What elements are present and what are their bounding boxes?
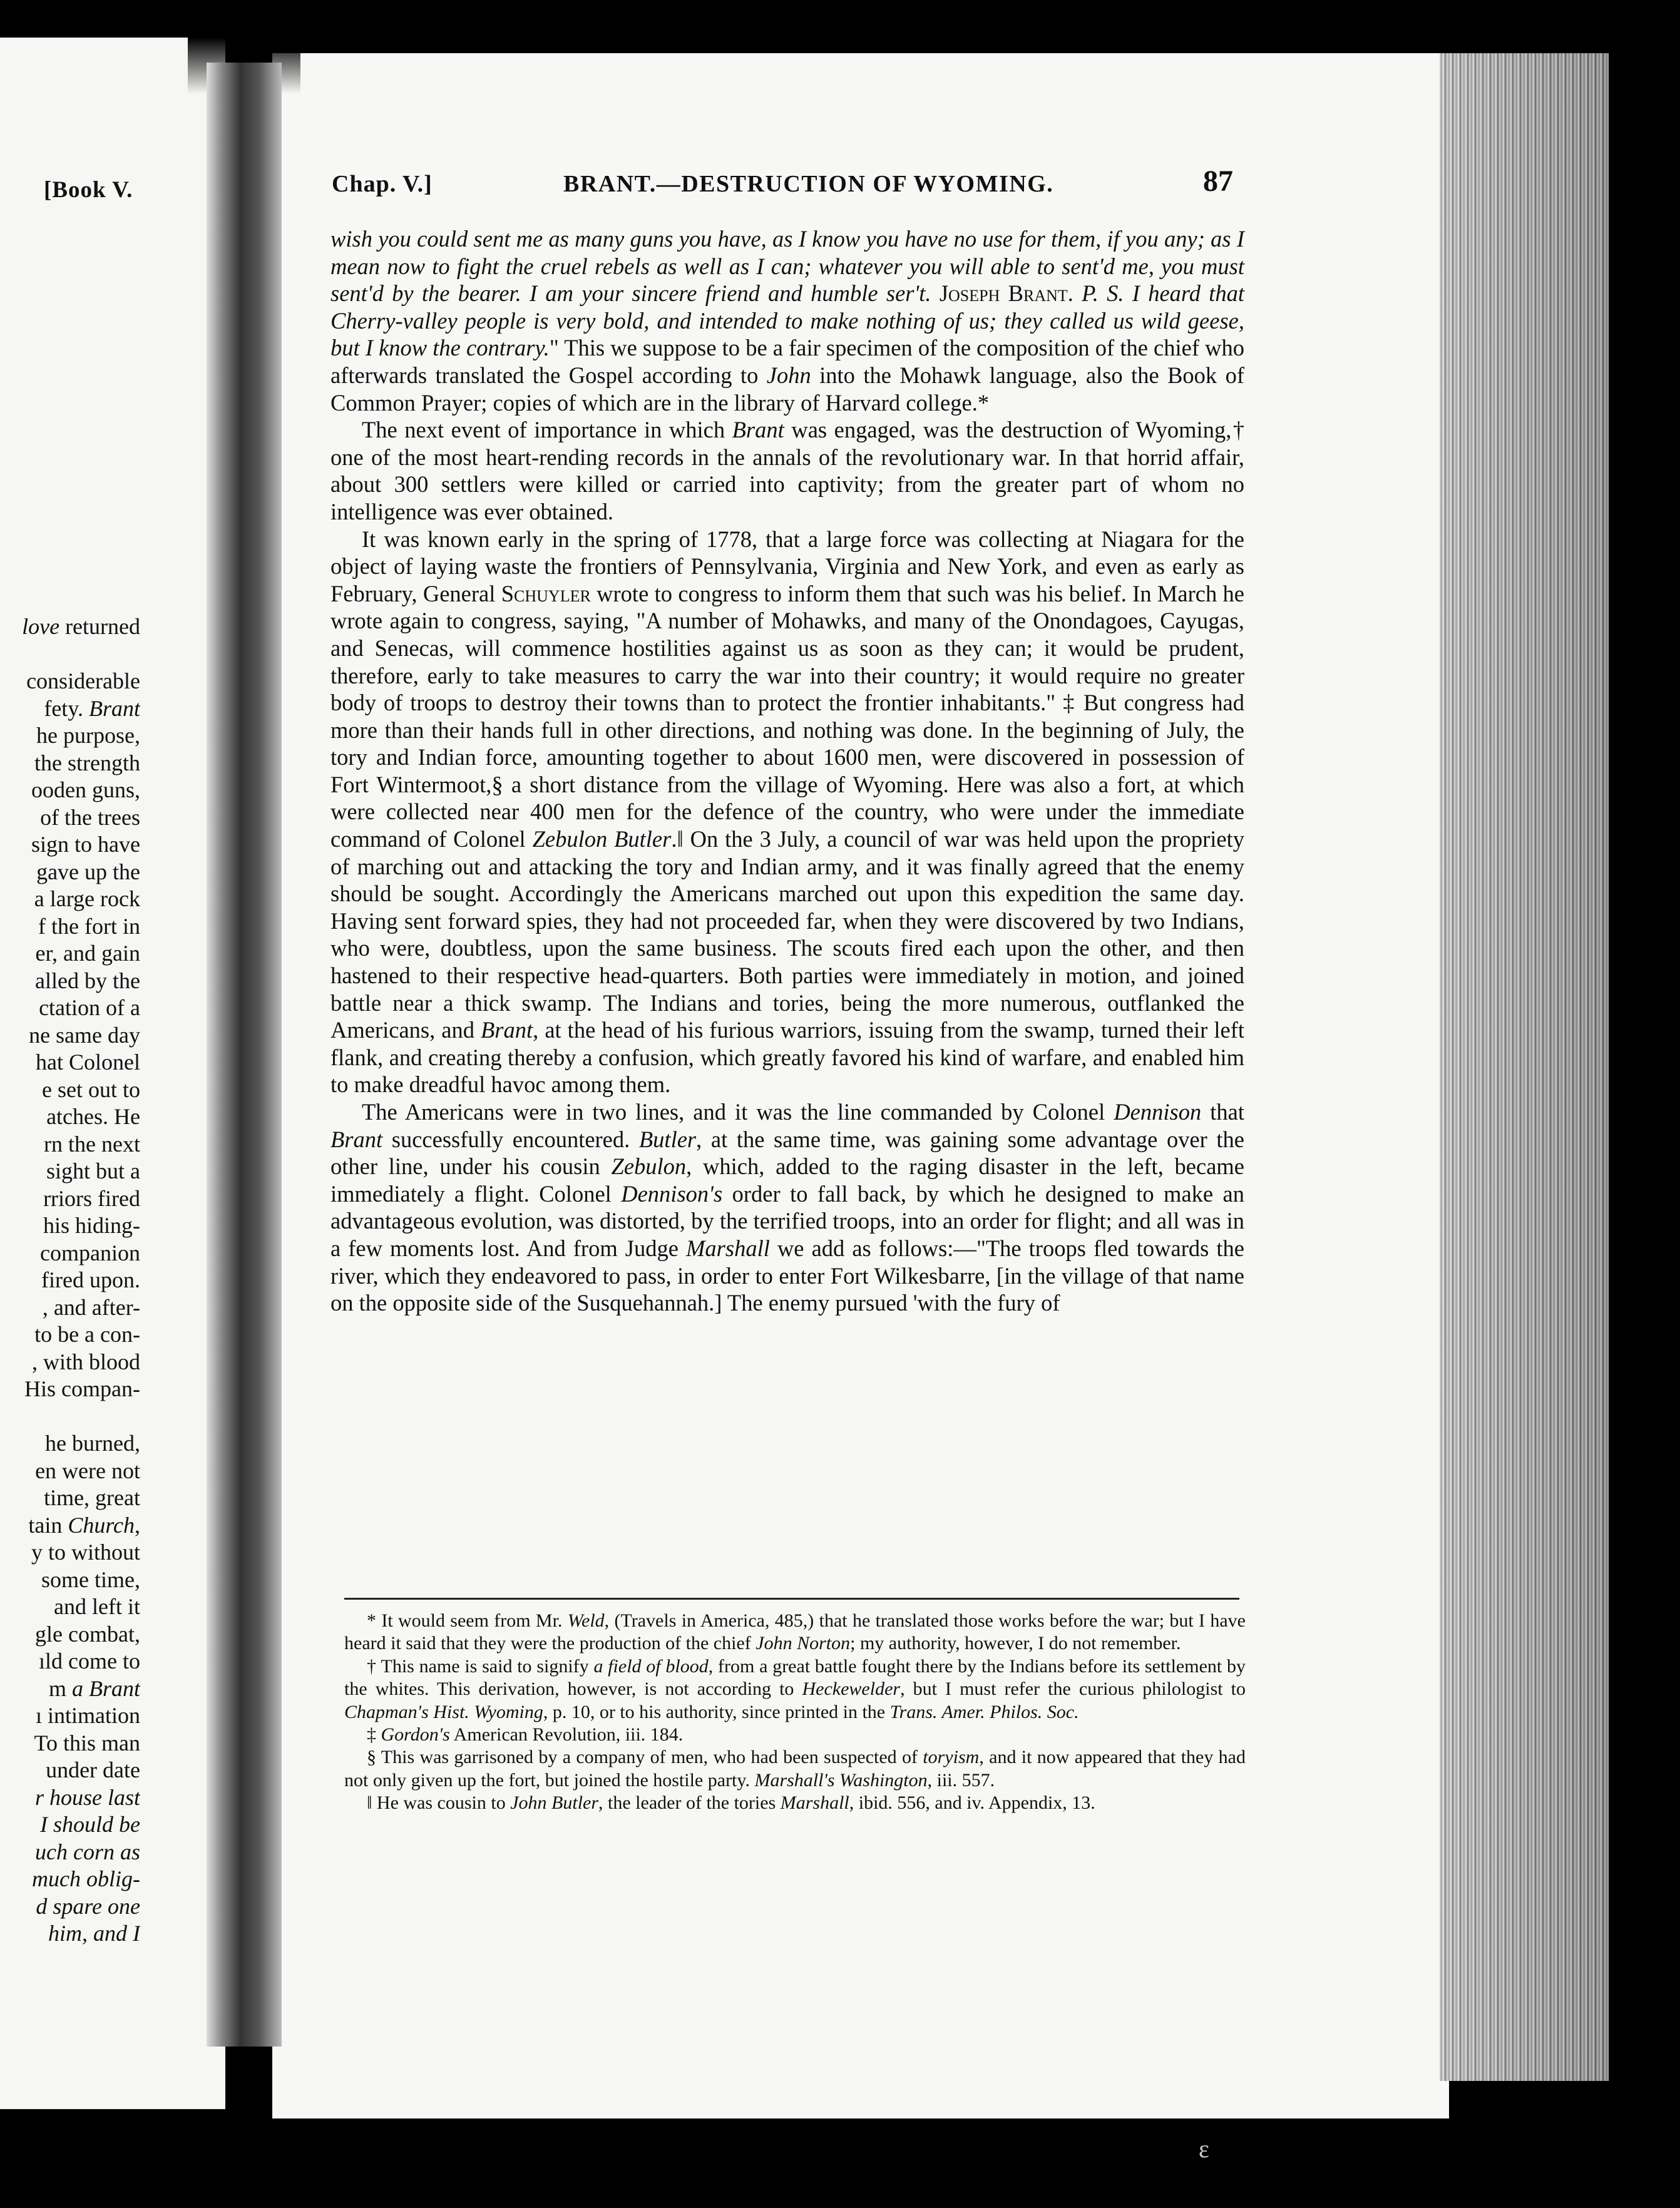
running-header <box>332 165 1252 202</box>
footnote: * It would seem from Mr. Weld, (Travels in America, 485,) that he translated those works before the war; but I have heard it said that they were the production of the chief John Norton; my authority, however, I do not remember. <box>344 1610 1246 1654</box>
left-page-line: rriors fired <box>43 1185 140 1211</box>
body-paragraph: The Americans were in two lines, and it was the line commanded by Colonel Dennison that Brant successfully encountered. Butler, at the same time, was gaining some advantage over the other line, under his cousin Zebulon, which, added to the raging disaster in the left, became immediately a flight. Colonel Dennison's order to fall back, by which he designed to make an advantageous evolution, was distorted, by the terrified troops, into an order for flight; and all was in a few moments lost. And from Judge Marshall we add as follows:—"The troops fled towards the river, which they endeavored to pass, in order to enter Fort Wilkesbarre, [in the village of that name on the opposite side of the Susquehannah.] The enemy pursued 'with the fury of <box>330 1099 1245 1316</box>
left-page-line: tain Church, <box>28 1512 140 1538</box>
running-title: BRANT.—DESTRUCTION OF WYOMING. <box>563 171 1054 197</box>
footnote: † This name is said to signify a field of blood, from a great battle fought there by the Indians before its settlement by the whites. This derivation, however, is not according to Heckewelder, but I must refer the curious philologist to Chapman's Hist. Wyoming, p. 10, or to his authority, since printed in the Trans. Amer. Philos. Soc. <box>344 1655 1246 1722</box>
left-page-line: time, great <box>44 1485 140 1510</box>
left-page-line: him, and I <box>48 1921 140 1946</box>
left-page-line: alled by the <box>35 968 140 993</box>
left-page-line <box>0 641 140 668</box>
left-page-line: ı intimation <box>36 1703 140 1728</box>
page-edges-shade <box>1440 53 1609 2081</box>
left-page-line: sign to have <box>31 832 140 857</box>
left-page-line: m a Brant <box>48 1675 140 1701</box>
left-page-line: e set out to <box>42 1076 140 1102</box>
body-paragraph: wish you could sent me as many guns you have, as I know you have no use for them, if you any; as I mean now to fight the cruel rebels as well as I can; whatever you will able to sent'd me, you must sent'd by the bearer. I am your sincere friend and humble ser't. Joseph Brant. P. S. I heard that Cherry-valley people is very bold, and intended to make nothing of us; they called us wild geese, but I know the contrary." This we suppose to be a fair specimen of the composition of the chief who afterwards translated the Gospel according to John into the Mohawk language, also the Book of Common Prayer; copies of which are in the library of Harvard college.* <box>330 226 1245 416</box>
body-paragraph: It was known early in the spring of 1778, that a large force was collecting at Niagara for the object of laying waste the frontiers of Pennsylvania, Virginia and New York, and even as early as February, General Schuyler wrote to congress to inform them that such was his belief. In March he wrote again to congress, saying, "A number of Mohawks, and many of the Onondagoes, Cayugas, and Senecas, will commence hostilities against us as soon as they can; it would be prudent, therefore, early to take measures to carry the war into their country; it would require no greater body of troops to destroy their towns than to protect the frontier inhabitants." ‡ But congress had more than their hands full in other directions, and nothing was done. In the beginning of July, the tory and Indian force, amounting together to about 1600 men, were discovered in possession of Fort Wintermoot,§ a short distance from the village of Wyoming. Here was also a fort, at which were collected near 400 men for the defence of the country, who were under the immediate command of Colonel Zebulon Butler.‖ On the 3 July, a council of war was held upon the propriety of marching out and attacking the tory and Indian army, and it was finally agreed that the enemy should be sought. Accordingly the Americans marched out upon this expedition the same day. Having sent forward spies, they had not proceeded far, when they were discovered by two Indians, who were, doubtless, upon the same business. The scouts fired each upon the other, and then hastened to their respective head-quarters. Both parties were immediately in motion, and joined battle near a thick swamp. The Indians and tories, being the more numerous, outflanked the Americans, and Brant, at the head of his furious warriors, issuing from the swamp, turned their left flank, and creating thereby a confusion, which greatly favored his kind of warfare, and enabled him to make dreadful havoc among them. <box>330 526 1245 1098</box>
footnote-rule <box>344 1598 1239 1600</box>
left-page-line: er, and gain <box>35 941 140 966</box>
book-gutter <box>207 63 282 2047</box>
left-page-line: ooden guns, <box>31 777 140 802</box>
chapter-label: Chap. V.] <box>332 171 433 197</box>
left-page-line: the strength <box>34 750 140 775</box>
left-page-text-fragments <box>0 613 140 1948</box>
page-number: 87 <box>1203 165 1233 198</box>
left-page-line: and left it <box>54 1594 140 1619</box>
left-page-header: [Book V. <box>44 177 133 203</box>
bottom-mark: ɛ <box>1199 2135 1209 2163</box>
left-page-line: hat Colonel <box>36 1050 140 1075</box>
left-page-line: some time, <box>41 1567 140 1592</box>
left-page-line: gle combat, <box>35 1621 140 1647</box>
left-page-line: his hiding- <box>43 1213 140 1238</box>
left-page-line: much oblig- <box>32 1866 140 1891</box>
footnote: ‖ He was cousin to John Butler, the leader of the tories Marshall, ibid. 556, and iv. Appendix, 13. <box>367 1792 1095 1814</box>
left-page-line: a large rock <box>34 886 140 911</box>
left-page-line: fety. Brant <box>44 695 140 721</box>
left-page-line: y to without <box>31 1540 140 1565</box>
left-page-line <box>0 1403 140 1431</box>
left-page-line: sight but a <box>46 1158 140 1183</box>
footnotes <box>344 1610 1246 1815</box>
left-page-line: he purpose, <box>36 723 140 748</box>
left-page-line: en were not <box>35 1458 140 1483</box>
left-page-line: , and after- <box>42 1294 140 1320</box>
left-page-line: His compan- <box>24 1376 140 1401</box>
footnote: § This was garrisoned by a company of men, who had been suspected of toryism, and it now appeared that they had not only given up the fort, but joined the hostile party. Marshall's Washington, iii. 557. <box>344 1747 1246 1791</box>
left-page-line: of the trees <box>40 804 140 830</box>
left-page-line: fired upon. <box>41 1267 140 1292</box>
left-page-line: f the fort in <box>38 913 140 939</box>
left-page-line: to be a con- <box>34 1322 140 1347</box>
body-text <box>330 225 1244 1317</box>
left-page-line: he burned, <box>45 1431 140 1456</box>
body-paragraph: The next event of importance in which Brant was engaged, was the destruction of Wyoming,† one of the most heart-rending records in the annals of the revolutionary war. In that horrid affair, about 300 settlers were killed or carried into captivity; from the greater part of whom no intelligence was ever obtained. <box>330 417 1244 524</box>
left-page-line: I should be <box>40 1812 140 1837</box>
left-page-line: r house last <box>34 1784 140 1810</box>
left-page-line: love returned <box>22 614 140 639</box>
left-page-line: , with blood <box>31 1349 140 1374</box>
left-page-line: ne same day <box>29 1022 140 1048</box>
footnote: ‡ Gordon's American Revolution, iii. 184. <box>367 1724 684 1745</box>
left-page-line: To this man <box>34 1730 140 1756</box>
left-page-line: under date <box>46 1757 140 1782</box>
left-page-line: uch corn as <box>35 1839 140 1864</box>
left-page-line: atches. He <box>46 1104 140 1129</box>
left-page-line: d spare one <box>36 1893 140 1919</box>
left-facing-page <box>0 38 225 2109</box>
left-page-line: rn the next <box>44 1131 140 1157</box>
left-page-line: ıld come to <box>39 1648 140 1674</box>
left-page-line: considerable <box>26 668 140 693</box>
left-page-line: gave up the <box>36 859 140 884</box>
left-page-line: companion <box>40 1240 140 1265</box>
left-page-line: ctation of a <box>39 995 140 1020</box>
